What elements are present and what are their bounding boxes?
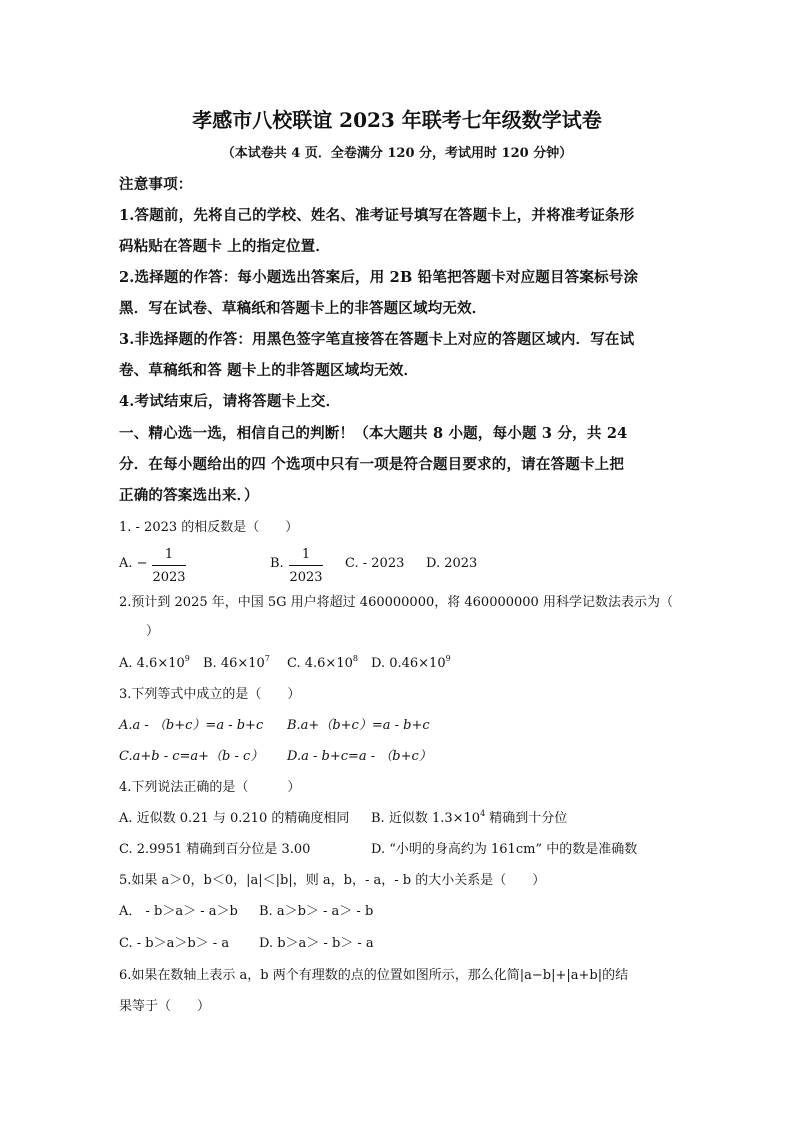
q3-option-b: B.a+（b+c）=a - b+c (287, 718, 430, 733)
notice-line: 黑．写在试卷、草稿纸和答题卡上的非答题区域均无效． (119, 300, 487, 317)
fraction-denominator: 2023 (152, 570, 186, 585)
question-6-stem-end: 果等于（ ） (119, 999, 211, 1014)
q1-option-c: C. - 2023 (345, 556, 405, 571)
question-5-stem: 5.如果 a＞0，b＜0，|a|＜|b|，则 a，b，- a，- b 的大小关系是（ ） (119, 873, 546, 888)
q1-option-a-label: A. − (119, 556, 148, 571)
q1-option-d: D. 2023 (426, 556, 478, 571)
question-3-stem: 3.下列等式中成立的是（ ） (119, 687, 301, 702)
page-title: 孝感市八校联谊 2023 年联考七年级数学试卷 (192, 108, 602, 132)
q5-option-d: D. b＞a＞ - b＞ - a (259, 936, 374, 951)
fraction-denominator: 2023 (289, 570, 323, 585)
q3-option-a: A.a - （b+c）=a - b+c (119, 718, 264, 733)
section-instruction: 正确的答案选出来．） (119, 487, 259, 504)
q5-option-b: B. a＞b＞ - a＞ - b (259, 904, 374, 919)
q1-option-b-fraction (289, 548, 323, 584)
fraction-numerator: 1 (301, 547, 311, 562)
q1-option-b-label: B. (270, 556, 284, 571)
question-6-stem: 6.如果在数轴上表示 a，b 两个有理数的点的位置如图所示，那么化简|a−b|+|a+b|的结 (119, 968, 629, 983)
q2-option-b: B. $46\times 10^7$ (203, 654, 270, 671)
notice-line: 3.非选择题的作答：用黑色签字笔直接答在答题卡上对应的答题区域内．写在试 (119, 331, 635, 348)
notice-line: 卷、草稿纸和答 题卡上的非答题区域均无效． (119, 362, 419, 379)
q4-option-d: D. “小明的身高约为 161cm” 中的数是准确数 (371, 842, 638, 857)
q5-option-c: C. - b＞a＞b＞ - a (119, 936, 230, 951)
q3-option-c: C.a+b - c=a+（b - c） (119, 749, 264, 764)
notice-line: 2.选择题的作答：每小题选出答案后，用 2B 铅笔把答题卡对应题目答案标号涂 (119, 269, 639, 286)
question-2-stem-end: ） (146, 624, 160, 639)
fraction-numerator: 1 (164, 547, 174, 562)
notice-line: 1.答题前，先将自己的学校、姓名、准考证号填写在答题卡上，并将准考证条形 (119, 207, 635, 224)
q2-option-d: D. $0.46\times 10^9$ (371, 654, 451, 671)
q5-option-a: A． - b＞a＞ - a＞b (119, 904, 238, 919)
q2-option-c: C. $4.6\times 10^8$ (287, 654, 358, 671)
question-1-stem: 1. - 2023 的相反数是（ ） (119, 520, 299, 535)
notice-heading: 注意事项： (119, 176, 193, 193)
q4-option-c: C. 2.9951 精确到百分位是 3.00 (119, 842, 311, 857)
section-instruction: 分．在每小题给出的四 个选项中只有一项是符合题目要求的，请在答题卡上把 (119, 456, 625, 473)
section-heading: 一、精心选一选，相信自己的判断！（本大题共 8 小题，每小题 3 分，共 24 (119, 425, 628, 442)
q4-option-a: A. 近似数 0.21 与 0.210 的精确度相同 (119, 811, 350, 826)
exam-info: （本试卷共 4 页．全卷满分 120 分，考试用时 120 分钟） (221, 146, 573, 161)
notice-line: 4.考试结束后，请将答题卡上交． (119, 393, 341, 410)
q1-option-a-fraction (152, 548, 186, 584)
q2-option-a: A. $4.6\times 10^9$ (119, 654, 190, 671)
question-4-stem: 4.下列说法正确的是（ ） (119, 780, 301, 795)
q4-option-b: B. 近似数 $1.3\times 10^4$ 精确到十分位 (371, 809, 568, 826)
q3-option-d: D.a - b+c=a - （b+c） (287, 749, 432, 764)
question-2-stem: 2.预计到 2025 年，中国 5G 用户将超过 460000000，将 460000000 用科学记数法表示为（ (119, 595, 673, 610)
notice-line: 码粘贴在答题卡 上的指定位置． (119, 238, 331, 255)
